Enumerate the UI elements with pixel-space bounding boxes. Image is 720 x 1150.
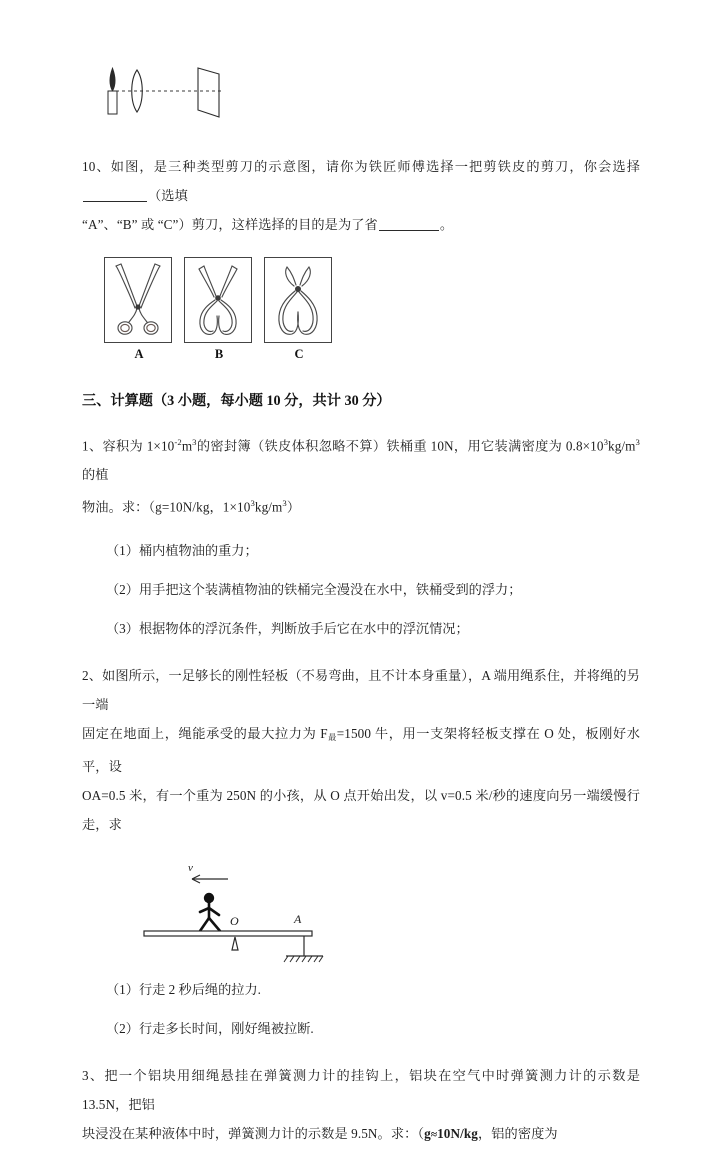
question-3-line2-c: ，铝的密度为: [477, 1125, 558, 1141]
question-10-line2-tail: 。: [439, 217, 454, 232]
exponent-3a: 3: [192, 437, 197, 447]
question-1-line2: [82, 489, 640, 521]
question-1-line2-c: ）: [286, 499, 301, 515]
question-2-line2: [82, 719, 640, 781]
scissors-box-a: [104, 257, 172, 343]
scissors-cell-b: [184, 257, 254, 362]
approx-symbol: ≈: [430, 1128, 438, 1141]
scissors-label-b: B: [214, 347, 224, 361]
answer-blank-2[interactable]: [379, 218, 439, 231]
question-10-line1-tail: （选填: [148, 188, 188, 203]
section-3-heading: 三、计算题（3 小题，每小题 10 分，共计 30 分）: [82, 393, 391, 409]
candle-lens-screen-figure: [102, 60, 640, 130]
question-10-line1: 10、如图，是三种类型剪刀的示意图，请你为铁匠师傅选择一把剪铁皮的剪刀，你会选择: [82, 159, 640, 174]
answer-blank-1[interactable]: [83, 189, 147, 202]
question-2-line3: OA=0.5 米，有一个重为 250N 的小孩，从 O 点开始出发，以 v=0.5 米/秒的速度向另一端缓慢行走，求: [82, 787, 640, 832]
question-3-line2-a: 块浸没在某种液体中时，弹簧测力计的示数是 9.5N。求：（: [82, 1125, 425, 1141]
plank-lever-figure: [142, 853, 640, 965]
question-10-line2-head: “A”、“B” 或 “C”）剪刀，这样选择的目的是为了省: [82, 217, 378, 232]
scissors-box-c: [264, 257, 332, 343]
exponent-minus-2: -2: [174, 437, 182, 447]
scissors-cell-a: [104, 257, 174, 362]
question-3-line2: [82, 1119, 640, 1150]
question-1-text-b: 的密封簿（铁皮体积忽略不算）铁桶重 10N，用它装满密度为 0.8×10: [196, 438, 604, 454]
question-2-sub-1: （1）行走 2 秒后绳的拉力.: [106, 981, 261, 997]
question-2-line1: 2、如图所示，一足够长的刚性轻板（不易弯曲，且不计本身重量），A 端用绳系住，并将绳的另一端: [82, 667, 640, 712]
velocity-label: v: [188, 861, 193, 874]
question-1-line1: [82, 428, 640, 489]
point-a-label: A: [294, 911, 302, 926]
subscript-max: 最: [327, 732, 337, 742]
exponent-3e: 3: [282, 498, 287, 509]
page-content: [82, 0, 640, 1150]
question-1-line2-a: 物油。求：（g=10N/kg，1×10: [82, 499, 251, 515]
question-3-line1: 3、把一个铝块用细绳悬挂在弹簧测力计的挂钩上，铝块在空气中时弹簧测力计的示数是 13.5N，把铝: [82, 1067, 640, 1112]
exponent-3b: 3: [603, 437, 609, 447]
three-scissors-figure: [104, 257, 640, 362]
question-1-text-c: 的植: [82, 467, 109, 483]
question-2-line2-b: =1500 牛，用一支架将轻板支撑在 O 处，板刚好水平，设: [82, 725, 640, 774]
fulcrum-label: O: [230, 913, 239, 928]
gravity-symbol: g: [424, 1125, 431, 1141]
question-1-sub-2: （2）用手把这个装满植物油的铁桶完全漫没在水中，铁桶受到的浮力；: [106, 581, 522, 597]
question-10-line2: [82, 210, 640, 239]
unit-kg-per-cubic-meter-2: kg/m: [254, 499, 283, 515]
question-2-line2-a: 固定在地面上，绳能承受的最大拉力为 F: [82, 725, 328, 741]
gravity-value: 10N/kg: [437, 1125, 478, 1141]
question-2-sub-2: （2）行走多长时间，刚好绳被拉断.: [106, 1020, 314, 1036]
question-10-text: [82, 152, 640, 210]
scissors-label-a: A: [134, 347, 144, 361]
unit-cubic-meter: m: [181, 438, 193, 454]
exponent-3c: 3: [635, 437, 640, 447]
question-1-sub-3: （3）根据物体的浮沉条件，判断放手后它在水中的浮沉情况；: [106, 620, 469, 636]
scissors-box-b: [184, 257, 252, 343]
scissors-label-c: C: [294, 347, 304, 361]
unit-kg-per-cubic-meter: kg/m: [608, 438, 636, 454]
scissors-cell-c: [264, 257, 334, 362]
exponent-3d: 3: [250, 498, 255, 509]
question-1-text-a: 1、容积为 1×10: [82, 438, 175, 454]
question-1-sub-1: （1）桶内植物油的重力；: [106, 542, 258, 558]
